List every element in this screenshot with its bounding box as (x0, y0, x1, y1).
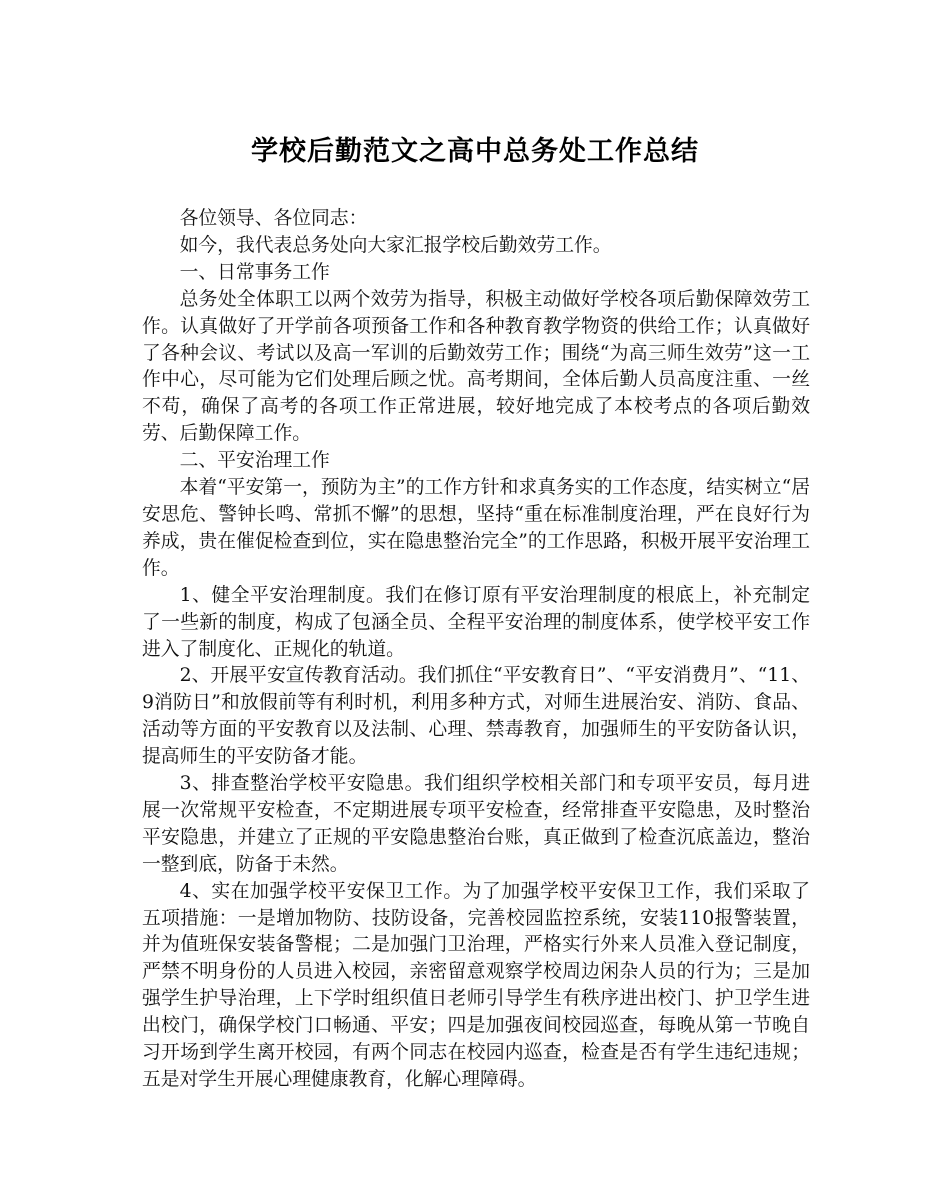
paragraph-safety-item-1: 1、健全平安治理制度。我们在修订原有平安治理制度的根底上，补充制定了一些新的制度，构成了包涵全员、全程平安治理的制度体系，使学校平安工作进入了制度化、正规化的轨道。 (142, 584, 810, 660)
paragraph-safety-item-3: 3、排查整治学校平安隐患。我们组织学校相关部门和专项平安员，每月进展一次常规平安检查，不定期进展专项平安检查，经常排查平安隐患，及时整治平安隐患，并建立了正规的平安隐患整治台账，真正做到了检查沉底盖边，整治一整到底，防备于未然。 (142, 773, 810, 875)
paragraph-intro: 如今，我代表总务处向大家汇报学校后勤效劳工作。 (179, 234, 612, 256)
paragraph-daily-affairs: 总务处全体职工以两个效劳为指导，积极主动做好学校各项后勤保障效劳工作。认真做好了开学前各项预备工作和各种教育教学物资的供给工作；认真做好了各种会议、考试以及高一军训的后勤效劳工作；围绕“为高三师生效劳”这一工作中心，尽可能为它们处理后顾之忧。高考期间，全体后勤人员高度注重、一丝不苟，确保了高考的各项工作正常进展，较好地完成了本校考点的各项后勤效劳、后勤保障工作。 (142, 288, 810, 445)
section-heading-safety: 二、平安治理工作 (179, 450, 330, 472)
paragraph-greeting: 各位领导、各位同志： (179, 208, 368, 229)
section-heading-daily-affairs: 一、日常事务工作 (179, 261, 330, 283)
document-title: 学校后勤范文之高中总务处工作总结 (251, 136, 699, 167)
paragraph-safety-item-2: 2、开展平安宣传教育活动。我们抓住“平安教育日”、“平安消费月”、“11、9消防日”和放假前等有利时机，利用多种方式，对师生进展治安、消防、食品、活动等方面的平安教育以及法制、心理、禁毒教育，加强师生的平安防备认识，提高师生的平安防备才能。 (142, 665, 810, 768)
document-body (142, 206, 810, 1094)
paragraph-safety-principles: 本着“平安第一，预防为主”的工作方针和求真务实的工作态度，结实树立“居安思危、警钟长鸣、常抓不懈”的思想，坚持“重在标准制度治理，严在良好行为养成，贵在催促检查到位，实在隐患整治完全”的工作思路，积极开展平安治理工作。 (142, 477, 810, 579)
paragraph-safety-item-4: 4、实在加强学校平安保卫工作。为了加强学校平安保卫工作，我们采取了五项措施：一是增加物防、技防设备，完善校园监控系统，安装110报警装置，并为值班保安装备警棍；二是加强门卫治理，严格实行外来人员准入登记制度，严禁不明身份的人员进入校园，亲密留意观察学校周边闲杂人员的行为；三是加强学生护导治理，上下学时组织值日老师引导学生有秩序进出校门、护卫学生进出校门，确保学校门口畅通、平安；四是加强夜间校园巡查，每晚从第一节晚自习开场到学生离开校园，有两个同志在校园内巡查，检查是否有学生违纪违规；五是对学生开展心理健康教育，化解心理障碍。 (142, 880, 810, 1090)
